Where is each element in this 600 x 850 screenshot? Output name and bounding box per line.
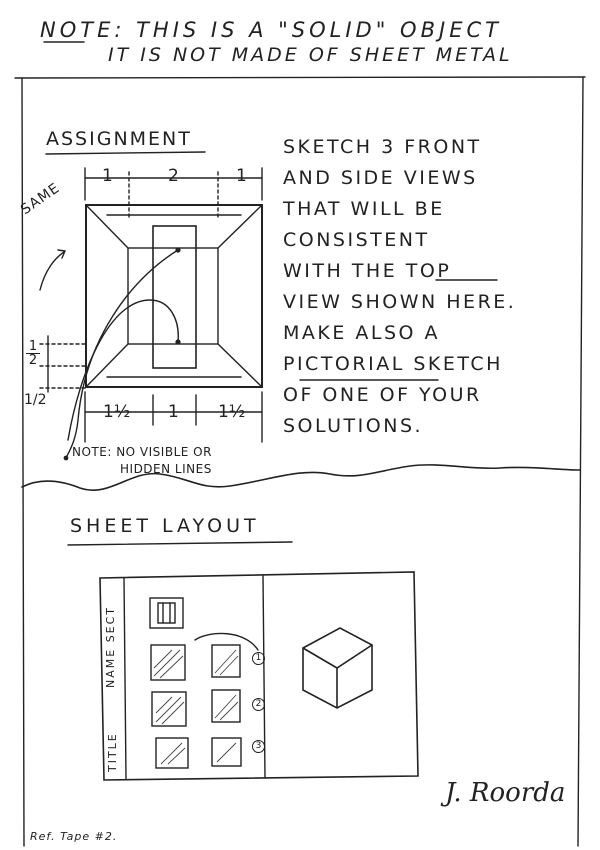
top-view-thumb-inner <box>158 603 175 623</box>
same-arrow <box>40 252 64 290</box>
sheet-layout-underline <box>68 542 292 545</box>
signature: J. Roorda <box>445 778 566 808</box>
name-sect-label: NAME SECT <box>104 605 117 688</box>
corner-line <box>86 205 128 248</box>
same-label: SAME <box>18 179 63 219</box>
left-border-line <box>22 78 24 846</box>
instruction-line: SKETCH 3 FRONT <box>283 136 482 158</box>
assignment-heading: ASSIGNMENT <box>46 128 192 150</box>
title-strip-line <box>124 578 126 779</box>
frac-numerator: 1 <box>28 339 38 354</box>
top-dim-left: 1 <box>102 166 113 186</box>
instruction-line: CONSISTENT <box>283 229 430 251</box>
corner-line <box>218 205 262 248</box>
bottom-dim-left: 1½ <box>103 402 131 422</box>
pictorial-cube <box>303 628 372 708</box>
bottom-dim-center: 1 <box>168 402 179 422</box>
leader-dots <box>64 247 181 460</box>
hatching <box>154 650 238 764</box>
title-label: TITLE <box>106 732 119 772</box>
left-dim-half <box>26 340 40 367</box>
bottom-dim-right: 1½ <box>218 402 246 422</box>
inner-square <box>128 248 218 344</box>
corner-line <box>86 344 128 387</box>
projection-arc <box>195 633 258 650</box>
instruction-line: PICTORIAL SKETCH <box>283 353 503 375</box>
right-border-line <box>578 77 583 846</box>
assignment-instructions <box>283 132 516 442</box>
solution-number-3: 3 <box>252 740 265 753</box>
frac-denominator: 2 <box>26 353 40 367</box>
no-lines-note <box>72 444 212 478</box>
no-lines-note-line2: HIDDEN LINES <box>120 462 212 476</box>
instruction-line: VIEW SHOWN HERE. <box>283 291 517 313</box>
solid-object-note: NOTE: THIS IS A "SOLID" OBJECT <box>40 18 502 42</box>
top-border-line <box>15 77 585 78</box>
leader-line <box>66 250 178 458</box>
instruction-line: SOLUTIONS. <box>283 415 424 437</box>
left-dim-half-lower: 1/2 <box>24 392 47 408</box>
no-lines-note-line1: NOTE: NO VISIBLE OR <box>72 445 212 459</box>
reference-tape: Ref. Tape #2. <box>30 830 118 843</box>
sheet-layout-heading: SHEET LAYOUT <box>70 515 260 537</box>
instruction-line: THAT WILL BE <box>283 198 445 220</box>
instruction-line: OF ONE OF YOUR <box>283 384 482 406</box>
top-dim-right: 1 <box>236 166 247 186</box>
instruction-line: WITH THE TOP <box>283 260 452 282</box>
solution-number-1: 1 <box>252 652 265 665</box>
corner-line <box>218 344 262 387</box>
instruction-line: AND SIDE VIEWS <box>283 167 478 189</box>
top-dim-center: 2 <box>168 166 179 186</box>
instruction-line: MAKE ALSO A <box>283 322 441 344</box>
solution-number-2: 2 <box>252 698 265 711</box>
not-sheet-metal-note: IT IS NOT MADE OF SHEET METAL <box>108 44 513 66</box>
assignment-underline <box>46 152 205 154</box>
